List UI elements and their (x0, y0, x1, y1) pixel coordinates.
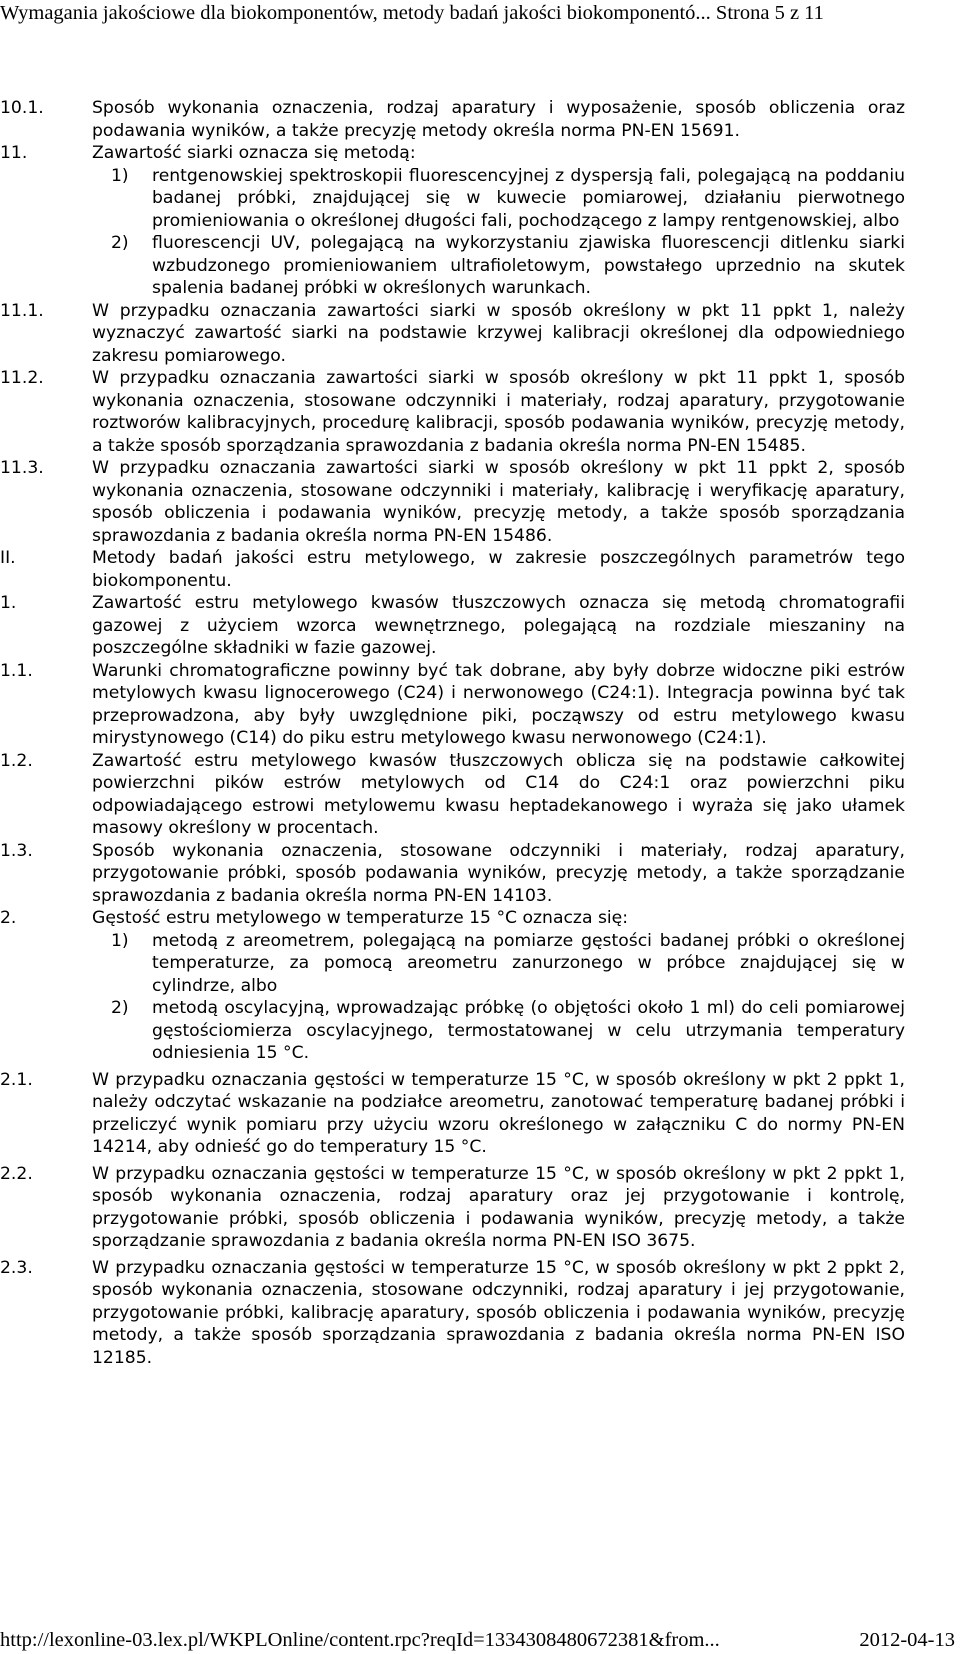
item-text: Gęstość estru metylowego w temperaturze 15 °C oznacza się: (92, 908, 629, 928)
item-text: rentgenowskiej spektroskopii fluorescencyjnej z dyspersją fali, polegającą na poddaniu badanej próbki, znajdującej się w kuwecie pomiarowej, działaniu pierwotnego promieniowania o określonej długości fali, pochodzącego z lampy rentgenowskiej, albo (152, 165, 905, 231)
item-text: W przypadku oznaczania gęstości w temperaturze 15 °C, w sposób określony w pkt 2 ppkt 1, należy odczytać wskazanie na podziałce areometru, zanotować temperaturę badanej próbki i przeliczyć wynik pomiaru przy użyciu wzoru określonego w załączniku C do normy PN-EN 14214, aby odnieść go do temperatury 15 °C. (92, 1069, 905, 1157)
section-11-1 (0, 300, 905, 368)
item-text: fluorescencji UV, polegającą na wykorzystaniu zjawiska fluorescencji ditlenku siarki wzbudzonego promieniowaniem ultrafioletowym, powstałego uprzednio na skutek spalenia badanej próbki w określonych warunkach. (152, 233, 905, 298)
item-text: Warunki chromatograficzne powinny być tak dobrane, aby były dobrze widoczne piki estrów metylowych kwasu lignocerowego (C24) i nerwonowego (C24:1). Integracja powinna być tak przeprowadzona, aby były uwzględnione piki, począwszy od estru metylowego kwasu mirystynowego (C14) do piku estru metylowego kwasu nerwonowego (C24:1). (92, 660, 905, 748)
section-10-1 (0, 97, 905, 142)
section-2-3 (0, 1257, 905, 1370)
item-text: metodą z areometrem, polegającą na pomiarze gęstości badanej próbki o określonej temperaturze, za pomocą areometru zanurzonego w próbce znajdującej się w cylindrze, albo (152, 930, 905, 996)
section-1 (0, 592, 905, 660)
item-text: Zawartość estru metylowego kwasów tłuszczowych oznacza się metodą chromatografii gazowej z użyciem wzorca wewnętrznego, polegającą na rozdziale mieszaniny na poszczególne składniki w fazie gazowej. (92, 593, 905, 658)
item-text: Sposób wykonania oznaczenia, stosowane odczynniki i materiały, rodzaj aparatury, przygotowanie próbki, sposób podawania wyników, precyzję metody, a także sporządzanie sprawozdania z badania określa norma PN-EN 14103. (92, 840, 905, 906)
document-body (0, 97, 905, 1369)
item-number: 1) (111, 165, 129, 186)
footer-url: http://lexonline-03.lex.pl/WKPLOnline/content.rpc?reqId=1334308480672381&from... (0, 1629, 720, 1651)
item-number: 2.2. (0, 1163, 33, 1184)
header-title: Wymagania jakościowe dla biokomponentów, metody badań jakości biokomponentó... (0, 2, 711, 24)
item-text: W przypadku oznaczania gęstości w temperaturze 15 °C, w sposób określony w pkt 2 ppkt 2, sposób wykonania oznaczenia, stosowane odczynniki, rodzaj aparatury i jej przygotowanie, przygotowanie próbki, kalibrację aparatury, sposób obliczenia i podawania wyników, precyzję metody, a także sposób sporządzania sprawozdania z badania określa norma PN-EN ISO 12185. (92, 1257, 905, 1368)
section-2-2 (0, 1163, 905, 1253)
section-1-3 (0, 840, 905, 908)
section-11-3 (0, 457, 905, 547)
item-text: W przypadku oznaczania zawartości siarki w sposób określony w pkt 11 ppkt 1, sposób wykonania oznaczenia, stosowane odczynniki i materiały, rodzaj aparatury, przygotowanie roztworów kalibracyjnych, procedurę kalibracji, sposób podawania wyników, precyzję metody, a także sposób sporządzania sprawozdania z badania określa norma PN-EN 15485. (92, 368, 905, 456)
item-number: 1.3. (0, 840, 33, 861)
item-number: 1. (0, 593, 17, 613)
page-header (0, 0, 824, 26)
item-number: 11. (0, 143, 28, 163)
section-2 (0, 907, 905, 930)
page-footer (0, 1627, 955, 1653)
section-11-2 (0, 367, 905, 457)
item-number: 1.2. (0, 750, 33, 771)
item-number: 2) (111, 233, 129, 253)
section-2-1 (0, 1069, 905, 1159)
item-text: Metody badań jakości estru metylowego, w zakresie poszczególnych parametrów tego biokomponentu. (92, 548, 905, 591)
header-page-info: Strona 5 z 11 (715, 2, 824, 24)
item-text: W przypadku oznaczania zawartości siarki w sposób określony w pkt 11 ppkt 1, należy wyznaczyć zawartość siarki na podstawie krzywej kalibracji określonej dla odpowiedniego zakresu pomiarowego. (92, 300, 905, 366)
item-text: Sposób wykonania oznaczenia, rodzaj aparatury i wyposażenie, sposób obliczenia oraz podawania wyników, a także precyzję metody określa norma PN-EN 15691. (92, 98, 905, 141)
item-number: II. (0, 548, 16, 568)
item-text: Zawartość estru metylowego kwasów tłuszczowych oblicza się na podstawie całkowitej powierzchni pików estrów metylowych od C14 do C24:1 oraz powierzchni piku odpowiadającego estrowi metylowemu kwasu heptadekanowego i wyraża się jako ułamek masowy określony w procentach. (92, 750, 905, 838)
item-number: 2.3. (0, 1257, 33, 1278)
item-number: 2.1. (0, 1069, 33, 1090)
item-text: Zawartość siarki oznacza się metodą: (92, 143, 416, 163)
item-text: W przypadku oznaczania zawartości siarki w sposób określony w pkt 11 ppkt 2, sposób wykonania oznaczenia, stosowane odczynniki i materiały, kalibrację i weryfikację aparatury, sposób obliczenia i podawania wyników, precyzję metody, a także sposób sporządzania sprawozdania z badania określa norma PN-EN 15486. (92, 458, 905, 546)
item-number: 11.3. (0, 458, 44, 478)
section-11 (0, 142, 905, 165)
section-11-sub-1 (0, 165, 905, 233)
section-1-1 (0, 660, 905, 750)
item-text: W przypadku oznaczania gęstości w temperaturze 15 °C, w sposób określony w pkt 2 ppkt 1, sposób wykonania oznaczenia, rodzaj aparatury oraz jej przygotowanie i kontrolę, przygotowanie próbki, sposób obliczenia i podawania wyników, precyzję metody, a także sporządzanie sprawozdania z badania określa norma PN-EN ISO 3675. (92, 1163, 905, 1251)
item-number: 1) (111, 930, 129, 951)
section-1-2 (0, 750, 905, 840)
item-text: metodą oscylacyjną, wprowadzając próbkę (o objętości około 1 ml) do celi pomiarowej gęstościomierza oscylacyjnego, termostatowanej w celu utrzymania temperatury odniesienia 15 °C. (152, 998, 905, 1063)
item-number: 11.1. (0, 300, 44, 321)
section-ii (0, 547, 905, 592)
section-11-sub-2 (0, 232, 905, 300)
item-number: 10.1. (0, 98, 44, 118)
item-number: 2) (111, 998, 129, 1018)
section-2-sub-1 (0, 930, 905, 998)
item-number: 1.1. (0, 660, 33, 681)
section-2-sub-2 (0, 997, 905, 1065)
item-number: 2. (0, 908, 17, 928)
footer-date: 2012-04-13 (859, 1629, 955, 1651)
item-number: 11.2. (0, 368, 44, 388)
